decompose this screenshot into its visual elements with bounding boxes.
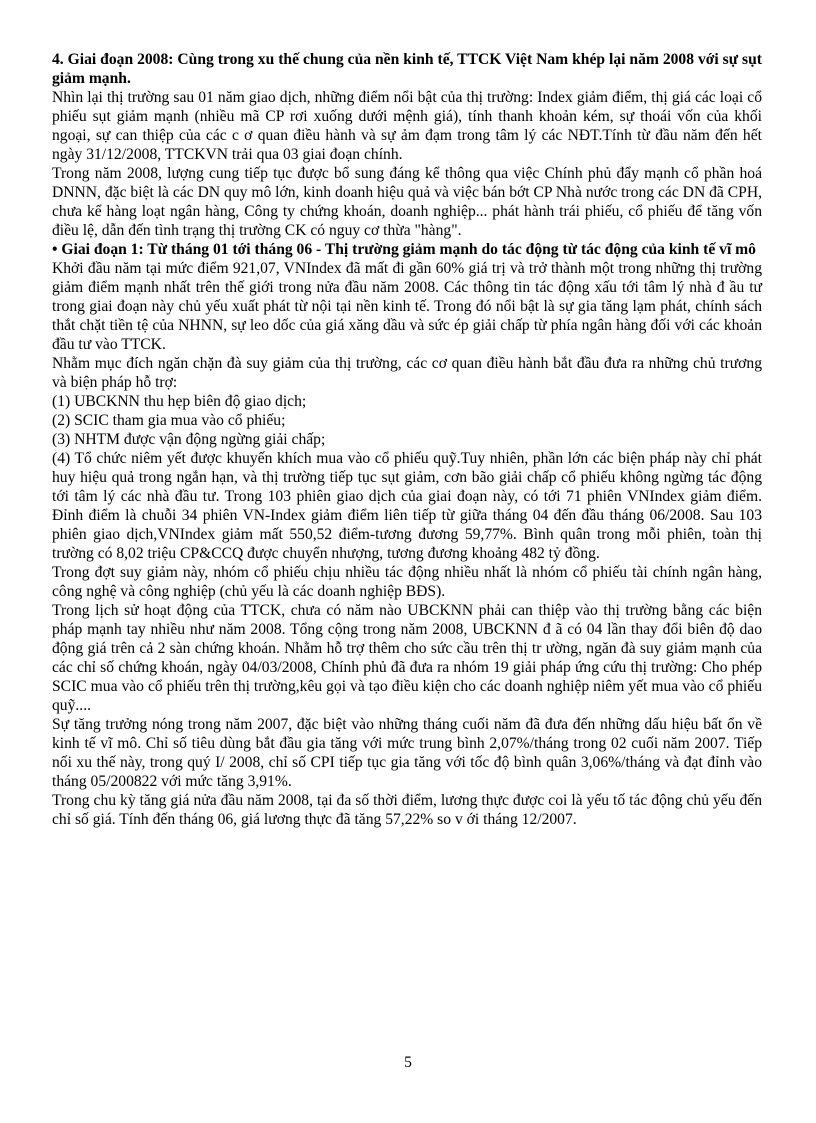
paragraph-measures-intro: Nhằm mục đích ngăn chặn đà suy giảm của thị trường, các cơ quan điều hành bắt đầu đưa ra những chủ trương và biện pháp hỗ trợ: (52, 355, 762, 391)
paragraph-inflation: Sự tăng trưởng nóng trong năm 2007, đặc biệt vào những tháng cuối năm đã đưa đến những dấu hiệu bất ổn về kinh tế vĩ mô. Chỉ số tiêu dùng bắt đầu gia tăng với mức trung bình 2,07%/tháng trong 02 cuối năm 2007. Tiếp nối xu thế này, trong quý I/ 2008, chỉ số CPI tiếp tục gia tăng với tốc độ bình quân 3,06%/tháng và đạt đỉnh vào tháng 05/200822 với mức tăng 3,91%. (52, 716, 762, 790)
paragraph-supply: Trong năm 2008, lượng cung tiếp tục được bổ sung đáng kể thông qua việc Chính phủ đẩy mạnh cổ phần hoá DNNN, đặc biệt là các DN quy mô lớn, kinh doanh hiệu quả và việc bán bớt CP Nhà nước trong các DN đã CPH, chưa kể hàng loạt ngân hàng, Công ty chứng khoán, doanh nghiệp... phát hành trái phiếu, cổ phiếu để tăng vốn điều lệ, dẫn đến tình trạng thị trường CK có nguy cơ thừa "hàng". (52, 165, 762, 239)
document-page (52, 50, 762, 829)
page-number: 5 (404, 1054, 412, 1071)
section-heading: 4. Giai đoạn 2008: Cùng trong xu thế chung của nền kinh tế, TTCK Việt Nam khép lại năm 2008 với sự sụt giảm mạnh. (52, 51, 762, 87)
paragraph-food-prices: Trong chu kỳ tăng giá nửa đầu năm 2008, tại đa số thời điểm, lương thực được coi là yếu tố tác động chủ yếu đến chỉ số giá. Tính đến tháng 06, giá lương thực đã tăng 57,22% so v ới tháng 12/2007. (52, 792, 762, 828)
paragraph-sectors: Trong đợt suy giảm này, nhóm cổ phiếu chịu nhiều tác động nhiều nhất là nhóm cổ phiếu tài chính ngân hàng, công nghệ và công nghiệp (chủ yếu là các doanh nghiệp BĐS). (52, 564, 762, 600)
paragraph-overview: Nhìn lại thị trường sau 01 năm giao dịch, những điểm nổi bật của thị trường: Index giảm điểm, thị giá các loại cổ phiếu sụt giảm mạnh (nhiều mã CP rơi xuống dưới mệnh giá), tính thanh khoản kém, sự thoái vốn của khối ngoại, sự can thiệp của các c ơ quan điều hành và sự ảm đạm trong tâm lý các NĐT.Tính từ đầu năm đến hết ngày 31/12/2008, TTCKVN trải qua 03 giai đoạn chính. (52, 89, 762, 163)
list-item: (3) NHTM được vận động ngừng giải chấp; (52, 431, 326, 448)
paragraph-interventions: Trong lịch sử hoạt động của TTCK, chưa có năm nào UBCKNN phải can thiệp vào thị trường bằng các biện pháp mạnh tay nhiều như năm 2008. Tổng cộng trong năm 2008, UBCKNN đ ã có 04 lần thay đổi biên độ dao động giá trên cả 2 sàn chứng khoán. Nhằm hỗ trợ thêm cho sức cầu trên thị tr ường, ngăn đà suy giảm mạnh của các chỉ số chứng khoán, ngày 04/03/2008, Chính phủ đã đưa ra nhóm 19 giải pháp ứng cứu thị trường: Cho phép SCIC mua vào cổ phiếu trên thị trường,kêu gọi và tạo điều kiện cho các doanh nghiệp niêm yết mua vào cổ phiếu quỹ.... (52, 602, 762, 714)
phase-1-heading: • Giai đoạn 1: Từ tháng 01 tới tháng 06 - Thị trường giảm mạnh do tác động từ tác động của kinh tế vĩ mô (52, 241, 756, 258)
paragraph-phase-1: Khởi đầu năm tại mức điểm 921,07, VNIndex đã mất đi gần 60% giá trị và trở thành một trong những thị trường giảm điểm mạnh nhất trên thế giới trong nửa đầu năm 2008. Các thông tin tác động xấu tới tâm lý nhà đ ầu tư trong giai đoạn này chủ yếu xuất phát từ nội tại nền kinh tế. Trong đó nổi bật là sự gia tăng lạm phát, chính sách thắt chặt tiền tệ của NHNN, sự leo dốc của giá xăng dầu và sức ép giải chấp từ phía ngân hàng đối với các khoản đầu tư vào TTCK. (52, 260, 762, 353)
measures-list (52, 392, 762, 449)
list-item: (1) UBCKNN thu hẹp biên độ giao dịch; (52, 393, 307, 410)
paragraph-measure-4: (4) Tổ chức niêm yết được khuyến khích mua vào cổ phiếu quỹ.Tuy nhiên, phần lớn các biện pháp này chỉ phát huy hiệu quả trong ngắn hạn, và thị trường tiếp tục sụt giảm, cơn bão giải chấp cổ phiếu không ngừng tác động tới tâm lý các nhà đầu tư. Trong 103 phiên giao dịch của giai đoạn này, có tới 71 phiên VNIndex giảm điểm. Đỉnh điểm là chuỗi 34 phiên VN-Index giảm điểm liên tiếp từ giữa tháng 04 đến đầu tháng 06/2008. Sau 103 phiên giao dịch,VNIndex giảm mất 550,52 điểm-tương đương 59,77%. Bình quân trong mỗi phiên, toàn thị trường có 8,02 triệu CP&CCQ được chuyển nhượng, tương đương khoảng 482 tỷ đồng. (52, 450, 762, 562)
list-item: (2) SCIC tham gia mua vào cổ phiếu; (52, 412, 286, 429)
